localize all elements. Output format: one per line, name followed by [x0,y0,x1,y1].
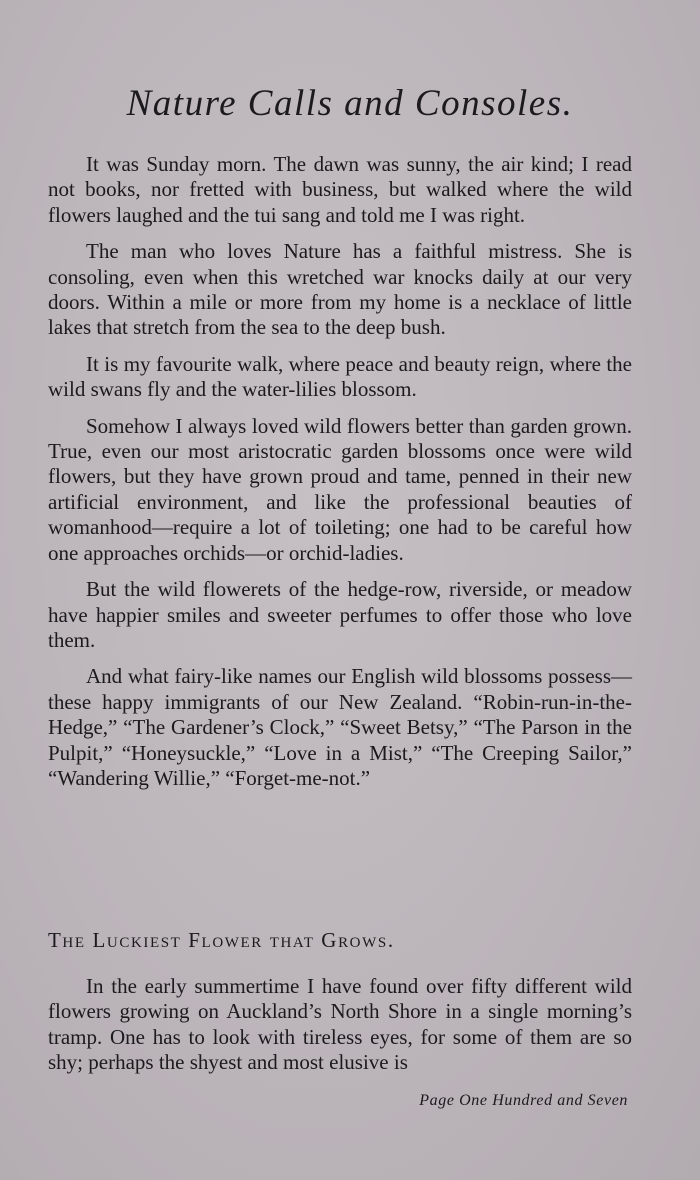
section-body [48,974,632,1087]
paragraph: Somehow I always loved wild flowers better than garden grown. True, even our most aristocratic garden blossoms once were wild flowers, but they have grown proud and tame, penned in their new artificial environment, and like the professional beauties of womanhood—require a lot of toileting; one had to be careful how one approaches orchids—or orchid-ladies. [48,413,632,565]
paragraph: And what fairy-like names our English wild blossoms possess—these happy immigrants of our New Zealand. “Robin-run-in-the-Hedge,” “The Gardener’s Clock,” “Sweet Betsy,” “The Parson in the Pulpit,” “Honeysuckle,” “Love in a Mist,” “The Creeping Sailor,” “Wandering Willie,” “Forget-me-not.” [48,664,632,790]
section-heading: The Luckiest Flower that Grows. [48,928,395,952]
page-title: Nature Calls and Consoles. [126,83,574,124]
paragraph: It was Sunday morn. The dawn was sunny, the air kind; I read not books, nor fretted with business, but walked where the wild flowers laughed and the tui sang and told me I was right. [48,152,632,227]
body-text [48,152,632,802]
paragraph: It is my favourite walk, where peace and beauty reign, where the wild swans fly and the water-lilies blossom. [48,351,632,402]
paragraph: The man who loves Nature has a faithful mistress. She is consoling, even when this wretched war knocks daily at our very doors. Within a mile or more from my home is a necklace of little lakes that stretch from the sea to the deep bush. [48,239,632,340]
page-number: Page One Hundred and Seven [419,1092,628,1109]
paragraph: But the wild flowerets of the hedge-row, riverside, or meadow have happier smiles and sweeter perfumes to offer those who love them. [48,577,632,652]
paragraph: In the early summertime I have found over fifty different wild flowers growing on Auckland’s North Shore in a single morning’s tramp. One has to look with tireless eyes, for some of them are so shy; perhaps the shyest and most elusive is [48,974,632,1075]
